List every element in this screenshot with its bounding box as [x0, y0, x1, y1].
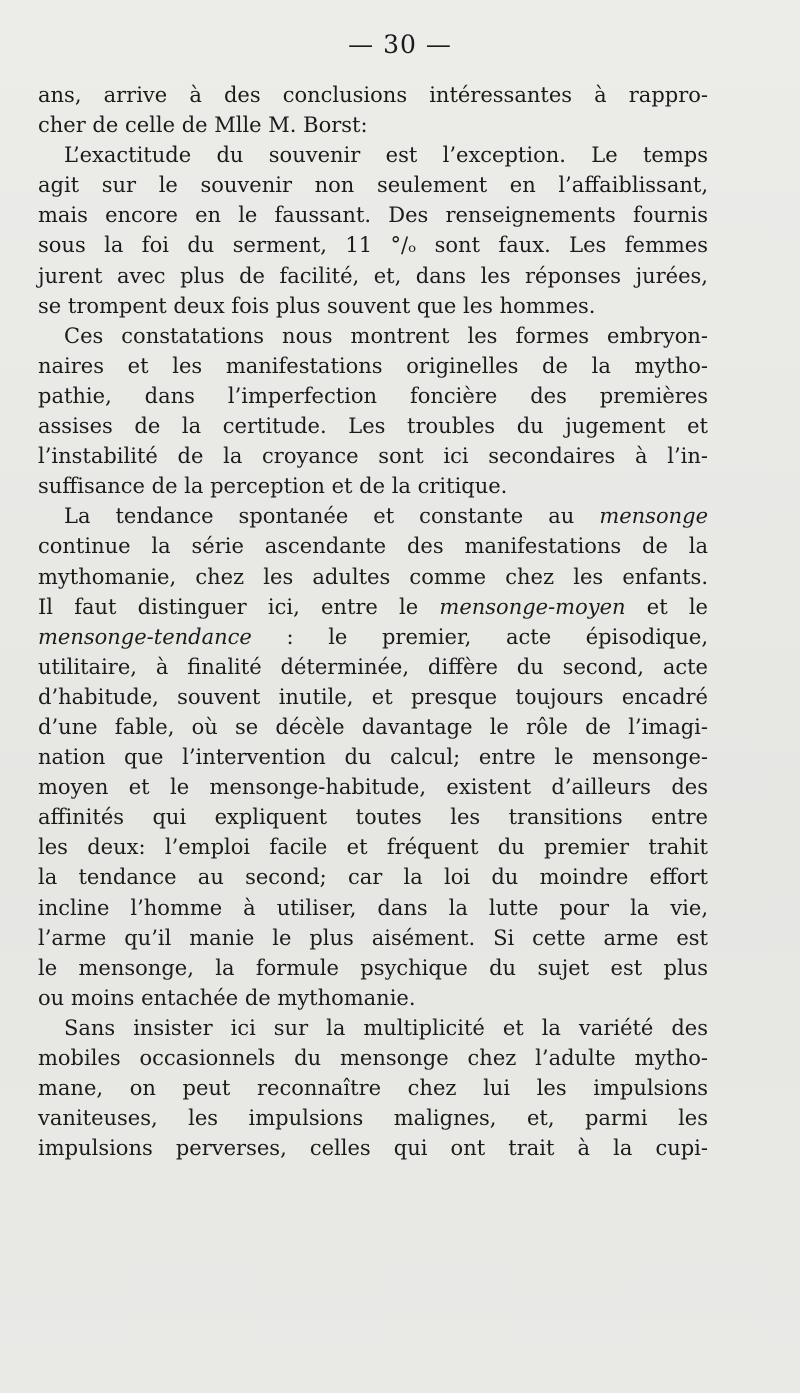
text-line: ou moins entachée de mythomanie. [38, 985, 416, 1010]
text-line: le mensonge, la formule psychique du sujet est plus [38, 955, 708, 980]
text-line: La tendance spontanée et constante au mensonge [64, 504, 708, 529]
text-line: Ces constatations nous montrent les formes embryon- [64, 323, 708, 348]
text-line: Il faut distinguer ici, entre le mensonge-moyen et le [38, 594, 708, 619]
text-line: continue la série ascendante des manifestations de la [38, 534, 708, 559]
text-line: moyen et le mensonge-habitude, existent d’ailleurs des [38, 775, 708, 800]
text-line: utilitaire, à finalité déterminée, diffère du second, acte [38, 654, 708, 679]
text-line: L’exactitude du souvenir est l’exception. Le temps [64, 143, 708, 168]
page-number: — 30 — [348, 30, 452, 59]
text-line: sous la foi du serment, 11 °/ₒ sont faux. Les femmes [38, 233, 708, 258]
text-line: cher de celle de Mlle M. Borst: [38, 113, 368, 138]
text-line: naires et les manifestations originelles de la mytho- [38, 353, 708, 378]
text-line: d’habitude, souvent inutile, et presque toujours encadré [38, 684, 708, 709]
text-line: mais encore en le faussant. Des renseignements fournis [38, 203, 708, 228]
text-line: Sans insister ici sur la multiplicité et la variété des [64, 1015, 708, 1040]
text-line: jurent avec plus de facilité, et, dans les réponses jurées, [38, 263, 708, 288]
text-line: mythomanie, chez les adultes comme chez les enfants. [38, 564, 708, 589]
text-line: nation que l’intervention du calcul; entre le mensonge- [38, 745, 708, 770]
text-line: mane, on peut reconnaître chez lui les impulsions [38, 1076, 708, 1101]
text-line: mensonge-tendance : le premier, acte épisodique, [38, 624, 708, 649]
text-line: suffisance de la perception et de la critique. [38, 474, 508, 499]
text-line: les deux: l’emploi facile et fréquent du premier trahit [38, 835, 708, 860]
text-line: d’une fable, où se décèle davantage le rôle de l’imagi- [38, 714, 708, 739]
text-line: ans, arrive à des conclusions intéressantes à rappro- [38, 83, 708, 107]
text-line: incline l’homme à utiliser, dans la lutte pour la vie, [38, 895, 708, 920]
text-line: agit sur le souvenir non seulement en l’affaiblissant, [38, 173, 708, 198]
text-line: vaniteuses, les impulsions malignes, et, parmi les [38, 1106, 708, 1131]
body-text [38, 80, 708, 1163]
text-line: l’arme qu’il manie le plus aisément. Si cette arme est [38, 925, 708, 950]
text-line: se trompent deux fois plus souvent que les hommes. [38, 293, 596, 318]
text-line: la tendance au second; car la loi du moindre effort [38, 865, 708, 890]
text-line: l’instabilité de la croyance sont ici secondaires à l’in- [38, 444, 708, 469]
text-line: affinités qui expliquent toutes les transitions entre [38, 805, 708, 830]
text-line: pathie, dans l’imperfection foncière des premières [38, 383, 708, 408]
text-line: impulsions perverses, celles qui ont trait à la cupi- [38, 1136, 708, 1161]
text-line: assises de la certitude. Les troubles du jugement et [38, 414, 708, 439]
text-line: mobiles occasionnels du mensonge chez l’adulte mytho- [38, 1046, 708, 1070]
